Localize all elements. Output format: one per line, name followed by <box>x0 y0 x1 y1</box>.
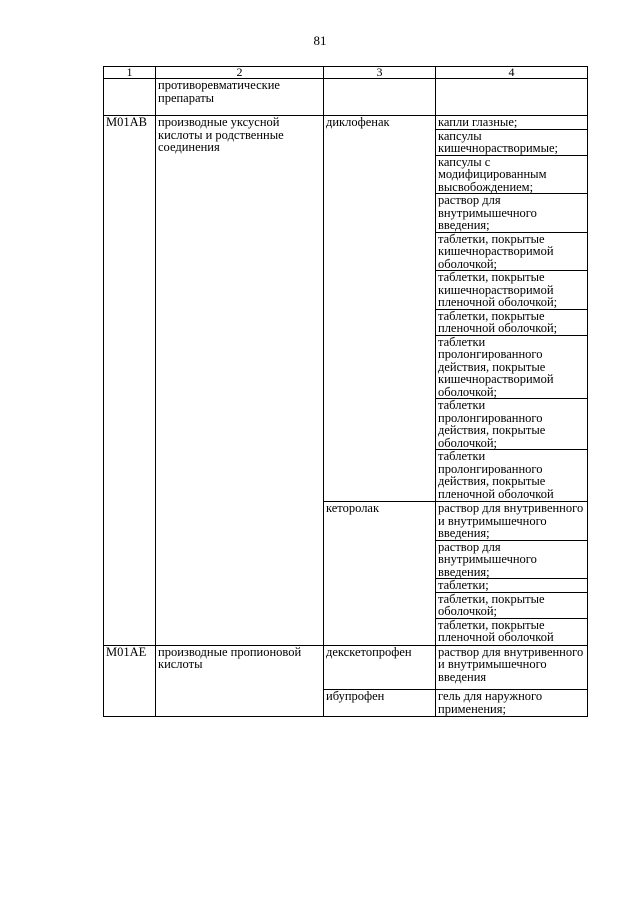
drug-name-cell: декскетопрофен <box>324 645 436 690</box>
form-cell <box>436 79 588 116</box>
page-number: 81 <box>313 33 327 48</box>
atc-code-cell: M01AB <box>104 116 156 646</box>
table-row <box>104 645 588 690</box>
dosage-form-cell: таблетки, покрытые оболочкой; <box>436 592 588 618</box>
table-row <box>104 116 588 130</box>
dosage-form-cell: таблетки, покрытые кишечнорастворимой пленочной оболочкой; <box>436 271 588 310</box>
dosage-form-cell: таблетки пролонгированного действия, покрытые пленочной оболочкой <box>436 450 588 502</box>
dosage-form-cell: таблетки; <box>436 579 588 593</box>
dosage-form-cell: капли глазные; <box>436 116 588 130</box>
dosage-form-cell: капсулы кишечнорастворимые; <box>436 129 588 155</box>
dosage-form-cell: раствор для внутривенного и внутримышечного введения; <box>436 502 588 541</box>
column-header-1: 1 <box>104 67 156 79</box>
drug-name-cell: диклофенак <box>324 116 436 502</box>
table-header-row <box>104 67 588 79</box>
drug-list-table <box>103 66 588 717</box>
continued-group-row <box>104 79 588 116</box>
dosage-form-cell: раствор для внутривенного и внутримышечного введения <box>436 645 588 690</box>
dosage-form-cell: таблетки пролонгированного действия, покрытые оболочкой; <box>436 399 588 450</box>
column-header-3: 3 <box>324 67 436 79</box>
dosage-form-cell: капсулы с модифицированным высвобождением; <box>436 155 588 194</box>
drug-name-cell: кеторолак <box>324 502 436 646</box>
dosage-form-cell: раствор для внутримышечного введения; <box>436 540 588 579</box>
dosage-form-cell: раствор для внутримышечного введения; <box>436 194 588 233</box>
atc-code-cell: M01AE <box>104 645 156 717</box>
column-header-4: 4 <box>436 67 588 79</box>
drug-cell <box>324 79 436 116</box>
dosage-form-cell: таблетки, покрытые пленочной оболочкой <box>436 618 588 645</box>
drug-name-cell: ибупрофен <box>324 690 436 717</box>
group-name-cell: противоревматические препараты <box>156 79 324 116</box>
column-header-2: 2 <box>156 67 324 79</box>
dosage-form-cell: гель для наружного применения; <box>436 690 588 717</box>
code-cell <box>104 79 156 116</box>
group-name-cell: производные пропионовой кислоты <box>156 645 324 717</box>
dosage-form-cell: таблетки, покрытые пленочной оболочкой; <box>436 309 588 335</box>
dosage-form-cell: таблетки пролонгированного действия, покрытые кишечнорастворимой оболочкой; <box>436 335 588 399</box>
dosage-form-cell: таблетки, покрытые кишечнорастворимой оболочкой; <box>436 232 588 271</box>
group-name-cell: производные уксусной кислоты и родственные соединения <box>156 116 324 646</box>
